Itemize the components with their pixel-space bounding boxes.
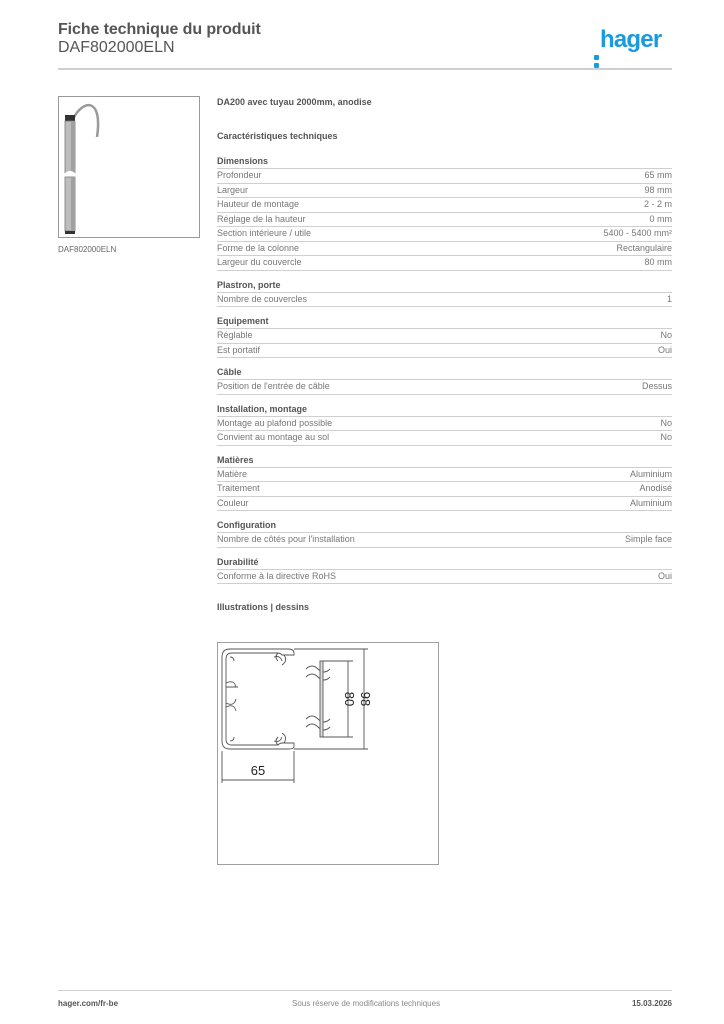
spec-label: Position de l'entrée de câble (217, 381, 330, 391)
logo-text: hager (600, 26, 662, 53)
spec-label: Conforme à la directive RoHS (217, 570, 337, 581)
spec-section (217, 454, 672, 512)
spec-label: Forme de la colonne (217, 242, 300, 253)
spec-value: 98 mm (644, 184, 672, 195)
spec-section (217, 155, 672, 271)
spec-section (217, 366, 672, 395)
spec-section (217, 556, 672, 585)
spec-value: Aluminium (629, 497, 672, 508)
spec-row (217, 344, 672, 359)
spec-value: Oui (657, 344, 672, 355)
drawing-box (217, 642, 439, 865)
spec-row (217, 417, 672, 432)
spec-row (217, 329, 672, 344)
spec-row (217, 482, 672, 497)
footer-date: 15.03.2026 (631, 999, 672, 1008)
spec-row (217, 227, 672, 242)
illustrations-title: Illustrations | dessins (217, 602, 310, 612)
spec-sections (217, 155, 672, 584)
footer-disclaimer: Sous réserve de modifications techniques (292, 999, 441, 1008)
section-title: Dimensions (217, 155, 672, 169)
spec-value: Oui (657, 570, 672, 581)
spec-label: Est portatif (217, 344, 261, 355)
product-image-caption: DAF802000ELN (58, 245, 117, 254)
spec-label: Montage au plafond possible (217, 417, 333, 428)
spec-row (217, 184, 672, 199)
spec-row (217, 293, 672, 308)
spec-value: Rectangulaire (616, 242, 672, 253)
spec-row (217, 169, 672, 184)
section-title: Installation, montage (217, 403, 672, 417)
section-title: Equipement (217, 315, 672, 329)
spec-row (217, 198, 672, 213)
spec-row (217, 242, 672, 257)
spec-label: Profondeur (217, 170, 262, 180)
footer-website-link[interactable]: hager.com/fr-be (58, 999, 119, 1008)
footer-divider (58, 990, 672, 991)
spec-section (217, 403, 672, 446)
spec-value: Aluminium (629, 468, 672, 479)
spec-value: 80 mm (644, 257, 672, 267)
header-title: Fiche technique du produit (58, 21, 261, 38)
spec-row (217, 256, 672, 271)
spec-label: Couleur (217, 497, 249, 508)
spec-value: Simple face (624, 534, 672, 544)
spec-row (217, 533, 672, 548)
cross-section-drawing-icon (218, 643, 438, 864)
section-title: Configuration (217, 519, 672, 533)
spec-section (217, 315, 672, 358)
spec-row (217, 468, 672, 483)
spec-value: Dessus (641, 381, 672, 391)
section-title: Durabilité (217, 556, 672, 570)
hager-logo[interactable] (594, 28, 661, 52)
spec-row (217, 431, 672, 446)
cable-column-product-icon (59, 97, 199, 237)
spec-label: Réglable (217, 330, 253, 340)
spec-value: No (660, 330, 672, 340)
spec-label: Traitement (217, 483, 260, 493)
spec-label: Réglage de la hauteur (217, 213, 306, 224)
spec-row (217, 570, 672, 585)
spec-value: 65 mm (644, 170, 672, 180)
header-product-code: DAF802000ELN (58, 39, 175, 56)
dim-cover-width-label: 80 (342, 691, 357, 707)
spec-section (217, 519, 672, 548)
spec-value: No (660, 432, 672, 442)
spec-value: 5400 - 5400 mm² (603, 228, 672, 238)
main-content (217, 96, 672, 617)
spec-label: Convient au montage au sol (217, 432, 330, 442)
spec-value: 0 mm (649, 213, 672, 224)
spec-row (217, 497, 672, 512)
spec-label: Nombre de couvercles (217, 293, 308, 304)
section-title: Câble (217, 366, 672, 380)
product-description: DA200 avec tuyau 2000mm, anodise (217, 97, 372, 107)
spec-value: 1 (666, 293, 672, 304)
spec-value: 2 - 2 m (643, 199, 672, 209)
spec-label: Hauteur de montage (217, 199, 300, 209)
spec-label: Matière (217, 468, 248, 479)
header-divider (58, 68, 672, 70)
spec-row (217, 213, 672, 228)
section-title: Matières (217, 454, 672, 468)
spec-label: Largeur (217, 184, 249, 195)
spec-row (217, 380, 672, 395)
spec-label: Section intérieure / utile (217, 228, 312, 238)
dim-depth-label: 65 (250, 763, 266, 778)
spec-label: Nombre de côtés pour l'installation (217, 534, 355, 544)
spec-value: No (660, 417, 672, 428)
section-title: Plastron, porte (217, 279, 672, 293)
product-image (58, 96, 200, 238)
spec-section (217, 279, 672, 308)
spec-label: Largeur du couvercle (217, 257, 302, 267)
spec-value: Anodisé (639, 483, 672, 493)
dim-width-label: 98 (358, 691, 373, 707)
tech-characteristics-title: Caractéristiques techniques (217, 131, 338, 141)
